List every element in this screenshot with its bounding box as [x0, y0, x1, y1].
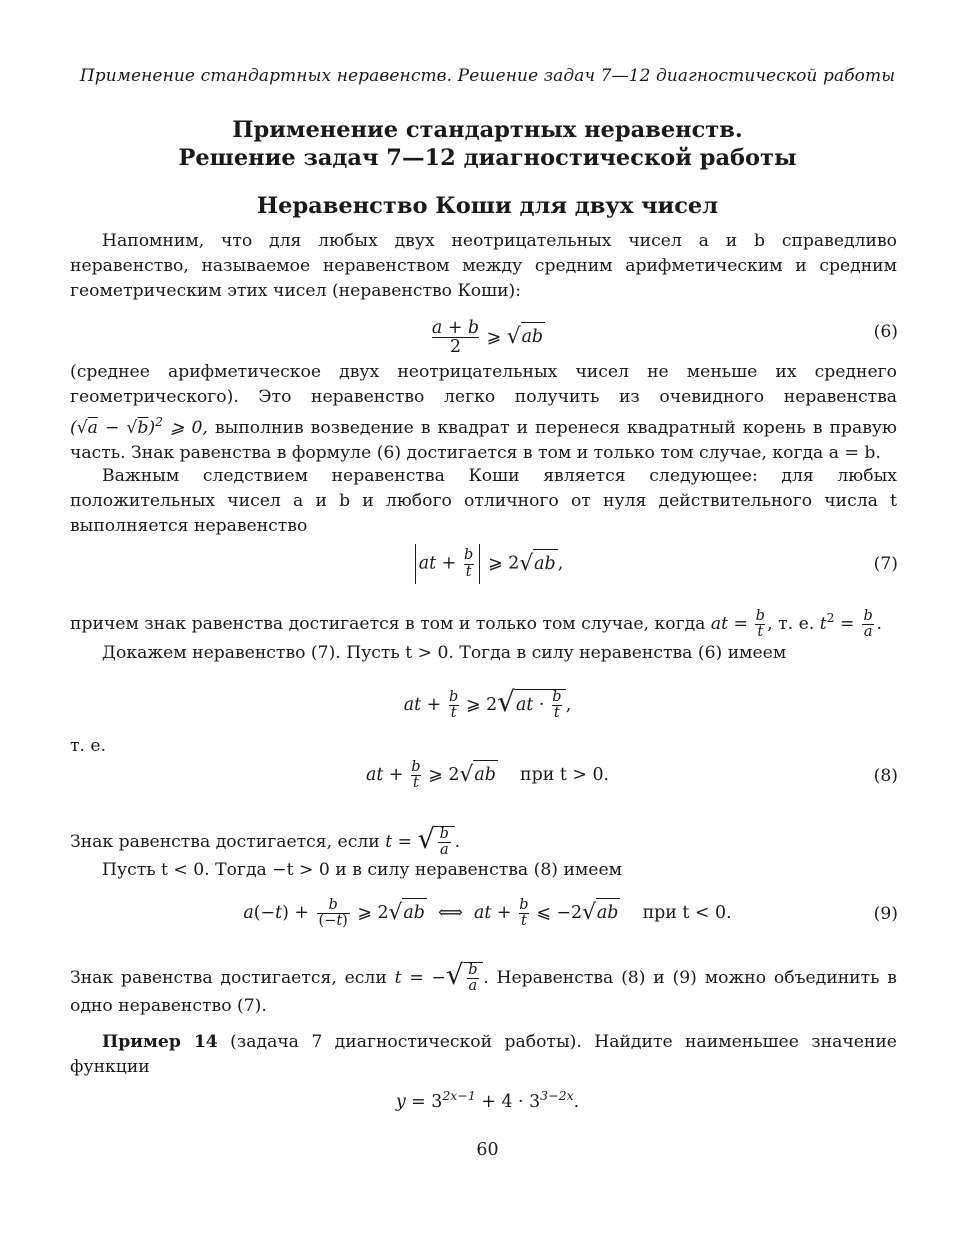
paragraph-text: т. е.: [778, 613, 815, 634]
paragraph-equality-condition: причем знак равенства достигается в том и только том случае, когда at = $\frac{b}{t}$ , т. е. $t^2$ = $\frac{b}{a}$ .: [70, 607, 882, 640]
equation-number-9: (9): [873, 904, 898, 924]
equation-number-8: (8): [873, 766, 898, 786]
equation-9-condition: при t < 0.: [642, 903, 732, 924]
paragraph-proof-start: Докажем неравенство (7). Пусть t > 0. Тогда в силу неравенства (6) имеем: [102, 643, 787, 663]
example-14-function: $y = 3^{2x-1} + 4 \cdot 3^{3-2x}$.: [395, 1088, 580, 1112]
equation-6: $\frac{a + b}{2}$ ⩾ √ab: [431, 318, 544, 358]
paragraph-cauchy-explanation: (среднее арифметическое двух неотрицательных чисел не меньше их среднего геометрического). Это неравенство легко получить из очевидного неравенства $(√a - √b)^2$ ⩾ 0, выполнив возведение в квадрат и перенеся квадратный корень в правую часть. Знак равенства в формуле (6) достигается в том и только том случае, когда a = b.: [70, 362, 898, 463]
equation-9: a(−t) + $\frac{b}{(-t)}$ ⩾ 2√ab ⟺ at + $\frac{b}{t}$ ⩽ −2√ab при t < 0.: [243, 897, 732, 930]
chapter-title: [0, 116, 975, 172]
paragraph-combine: Знак равенства достигается, если t = −√ $\frac{b}{a}$ . Неравенства (8) и (9) можно объединить в одно неравенство (7).: [70, 959, 897, 1017]
paragraph-text: Знак равенства достигается, если: [70, 968, 387, 989]
paragraph-negative-case: Пусть t < 0. Тогда −t > 0 и в силу неравенства (8) имеем: [102, 860, 622, 880]
example-text: Найдите наименьшее значение функции: [70, 1032, 897, 1077]
paragraph-corollary: Важным следствием неравенства Коши является следующее: для любых положительных чисел a и b и любого отличного от нуля действительного числа t выполняется неравенство: [70, 466, 897, 536]
paragraph-equality-positive: Знак равенства достигается, если t = √ $\frac{b}{a}$ .: [70, 823, 461, 859]
example-14: [70, 1030, 897, 1080]
chapter-title-line-2: Решение задач 7—12 диагностической работы: [178, 145, 797, 171]
paragraph-text: Знак равенства достигается, если: [70, 832, 380, 853]
section-title: Неравенство Коши для двух чисел: [256, 193, 719, 219]
equation-7: at + $\frac{b}{t}$ ⩾ 2√ab ,: [0, 544, 975, 584]
running-header: Применение стандартных неравенств. Решение задач 7—12 диагностической работы: [79, 66, 896, 86]
example-label: Пример 14: [102, 1032, 218, 1052]
example-source: (задача 7 диагностической работы).: [230, 1032, 582, 1052]
chapter-title-line-1: Применение стандартных неравенств.: [232, 117, 743, 143]
equation-8: at + $\frac{b}{t}$ ⩾ 2√ab при t > 0.: [365, 759, 610, 792]
paragraph-text: (среднее арифметическое двух неотрицательных чисел не меньше их среднего геометрического). Это неравенство легко получить из очевидного неравенства: [70, 362, 897, 407]
equation-intermediate: at + $\frac{b}{t}$ ⩾ 2√at · $\frac{b}{t}$ ,: [403, 685, 572, 721]
equation-number-6: (6): [873, 322, 898, 342]
paragraph-text: причем знак равенства достигается в том и только том случае, когда: [70, 613, 706, 634]
page-number: 60: [476, 1140, 499, 1160]
paragraph-intro: Напомним, что для любых двух неотрицательных чисел a и b справедливо неравенство, называемое неравенством между средним арифметическим и средним геометрическим этих чисел (неравенство Коши):: [70, 231, 897, 301]
paragraph-text: выполнив возведение в квадрат и перенеся квадратный корень в правую часть. Знак равенства в формуле (6) достигается в том и только том случае, когда a = b.: [70, 417, 898, 463]
equation-number-7: (7): [873, 554, 898, 574]
equation-8-condition: при t > 0.: [519, 765, 610, 786]
paragraph-text: Неравенства (8) и (9) можно объединить в одно неравенство (7).: [70, 968, 897, 1017]
paragraph-ie: т. е.: [70, 736, 107, 756]
